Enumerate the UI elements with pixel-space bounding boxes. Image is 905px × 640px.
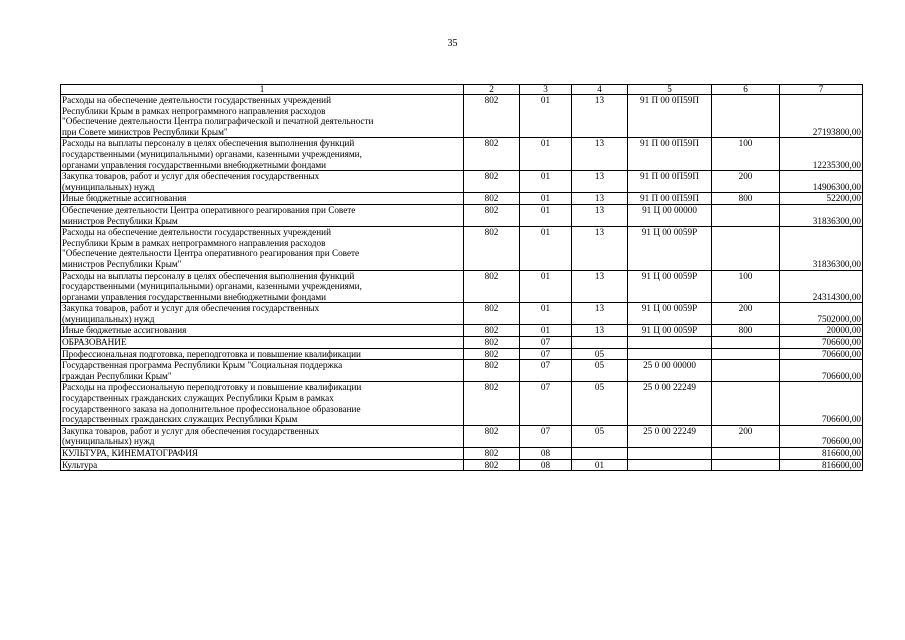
table-row <box>61 95 863 138</box>
row-subsection-cell: 05 <box>572 348 628 360</box>
row-amount-cell: 706600,00 <box>780 382 863 425</box>
row-name-cell: Расходы на профессиональную переподготовку и повышение квалификации государственных гражданских служащих Республики Крым в рамках государственного заказа на дополнительное профессиональное образование государственных гражданских служащих Республики Крым <box>61 382 464 425</box>
row-section-cell: 07 <box>520 425 572 447</box>
row-subsection-cell: 13 <box>572 270 628 303</box>
row-section-cell: 07 <box>520 360 572 382</box>
row-ministry-cell: 802 <box>464 204 520 226</box>
row-section-cell: 01 <box>520 325 572 337</box>
row-expense-type-cell <box>712 459 780 471</box>
row-target-cell <box>628 337 712 349</box>
row-name-cell: Расходы на выплаты персоналу в целях обеспечения выполнения функций государственными (муниципальными) органами, казенными учреждениями, органами управления государственными внебюджетными фондами <box>61 270 464 303</box>
row-ministry-cell: 802 <box>464 360 520 382</box>
row-name-cell: Расходы на выплаты персоналу в целях обеспечения выполнения функций государственными (муниципальными) органами, казенными учреждениями, органами управления государственными внебюджетными фондами <box>61 138 464 171</box>
row-amount-cell: 20000,00 <box>780 325 863 337</box>
budget-table <box>60 84 863 471</box>
row-amount-cell: 52200,00 <box>780 193 863 205</box>
table-row <box>61 325 863 337</box>
row-amount-cell: 706600,00 <box>780 348 863 360</box>
row-target-cell: 91 П 00 0П59П <box>628 193 712 205</box>
row-target-cell: 91 Ц 00 0059Р <box>628 227 712 270</box>
row-section-cell: 08 <box>520 459 572 471</box>
page-number: 35 <box>447 38 458 49</box>
table-row <box>61 448 863 460</box>
row-section-cell: 01 <box>520 204 572 226</box>
header-cell: 7 <box>780 85 863 95</box>
table-row <box>61 360 863 382</box>
table-row <box>61 204 863 226</box>
row-expense-type-cell: 200 <box>712 171 780 193</box>
row-name-cell: Расходы на обеспечение деятельности государственных учреждений Республики Крым в рамках непрограммного направления расходов "Обеспечение деятельности Центра оперативного реагирования при Совете министров Республики Крым" <box>61 227 464 270</box>
row-section-cell: 01 <box>520 270 572 303</box>
row-target-cell: 25 0 00 22249 <box>628 382 712 425</box>
row-ministry-cell: 802 <box>464 193 520 205</box>
row-subsection-cell: 13 <box>572 303 628 325</box>
table-row <box>61 193 863 205</box>
row-name-cell: Иные бюджетные ассигнования <box>61 193 464 205</box>
row-amount-cell: 31836300,00 <box>780 227 863 270</box>
header-cell: 4 <box>572 85 628 95</box>
row-amount-cell: 14906300,00 <box>780 171 863 193</box>
header-cell: 5 <box>628 85 712 95</box>
row-target-cell: 91 Ц 00 00000 <box>628 204 712 226</box>
table-row <box>61 425 863 447</box>
row-subsection-cell: 13 <box>572 171 628 193</box>
row-expense-type-cell: 200 <box>712 303 780 325</box>
row-ministry-cell: 802 <box>464 95 520 138</box>
table-row <box>61 227 863 270</box>
row-subsection-cell: 13 <box>572 227 628 270</box>
row-section-cell: 01 <box>520 171 572 193</box>
row-ministry-cell: 802 <box>464 348 520 360</box>
row-ministry-cell: 802 <box>464 171 520 193</box>
row-target-cell <box>628 459 712 471</box>
row-subsection-cell: 13 <box>572 193 628 205</box>
row-amount-cell: 27193800,00 <box>780 95 863 138</box>
row-ministry-cell: 802 <box>464 303 520 325</box>
table-row <box>61 303 863 325</box>
row-ministry-cell: 802 <box>464 227 520 270</box>
row-subsection-cell <box>572 448 628 460</box>
row-target-cell: 91 Ц 00 0059Р <box>628 303 712 325</box>
row-subsection-cell: 13 <box>572 204 628 226</box>
row-name-cell: Культура <box>61 459 464 471</box>
row-name-cell: Закупка товаров, работ и услуг для обеспечения государственных (муниципальных) нужд <box>61 171 464 193</box>
row-subsection-cell: 01 <box>572 459 628 471</box>
table-row <box>61 171 863 193</box>
table-row <box>61 459 863 471</box>
row-expense-type-cell <box>712 348 780 360</box>
row-section-cell: 01 <box>520 193 572 205</box>
row-target-cell <box>628 448 712 460</box>
row-name-cell: Обеспечение деятельности Центра оперативного реагирования при Совете министров Республики Крым <box>61 204 464 226</box>
table-header-row <box>61 85 863 95</box>
row-expense-type-cell <box>712 360 780 382</box>
header-cell: 2 <box>464 85 520 95</box>
row-amount-cell: 24314300,00 <box>780 270 863 303</box>
row-section-cell: 01 <box>520 303 572 325</box>
row-section-cell: 08 <box>520 448 572 460</box>
row-expense-type-cell: 100 <box>712 270 780 303</box>
row-amount-cell: 7502000,00 <box>780 303 863 325</box>
row-name-cell: Иные бюджетные ассигнования <box>61 325 464 337</box>
table-row <box>61 348 863 360</box>
row-section-cell: 01 <box>520 227 572 270</box>
row-ministry-cell: 802 <box>464 459 520 471</box>
row-expense-type-cell <box>712 95 780 138</box>
row-target-cell: 91 Ц 00 0059Р <box>628 325 712 337</box>
row-section-cell: 07 <box>520 348 572 360</box>
table-row <box>61 270 863 303</box>
row-expense-type-cell: 200 <box>712 425 780 447</box>
row-amount-cell: 706600,00 <box>780 425 863 447</box>
row-section-cell: 01 <box>520 95 572 138</box>
row-expense-type-cell: 100 <box>712 138 780 171</box>
row-section-cell: 07 <box>520 337 572 349</box>
row-section-cell: 07 <box>520 382 572 425</box>
row-target-cell: 91 П 00 0П59П <box>628 171 712 193</box>
row-ministry-cell: 802 <box>464 425 520 447</box>
row-expense-type-cell <box>712 382 780 425</box>
row-subsection-cell: 05 <box>572 425 628 447</box>
row-subsection-cell: 13 <box>572 95 628 138</box>
header-cell: 6 <box>712 85 780 95</box>
row-target-cell: 91 П 00 0П59П <box>628 95 712 138</box>
row-subsection-cell: 13 <box>572 325 628 337</box>
row-name-cell: Закупка товаров, работ и услуг для обеспечения государственных (муниципальных) нужд <box>61 425 464 447</box>
row-target-cell: 25 0 00 00000 <box>628 360 712 382</box>
row-name-cell: ОБРАЗОВАНИЕ <box>61 337 464 349</box>
row-subsection-cell: 05 <box>572 382 628 425</box>
row-name-cell: Расходы на обеспечение деятельности государственных учреждений Республики Крым в рамках непрограммного направления расходов "Обеспечение деятельности Центра полиграфической и печатной деятельности при Совете министров Республики Крым" <box>61 95 464 138</box>
row-subsection-cell: 13 <box>572 138 628 171</box>
row-ministry-cell: 802 <box>464 270 520 303</box>
row-amount-cell: 816600,00 <box>780 448 863 460</box>
header-cell: 1 <box>61 85 464 95</box>
row-expense-type-cell: 800 <box>712 193 780 205</box>
table-row <box>61 382 863 425</box>
row-target-cell <box>628 348 712 360</box>
row-ministry-cell: 802 <box>464 325 520 337</box>
row-name-cell: КУЛЬТУРА, КИНЕМАТОГРАФИЯ <box>61 448 464 460</box>
row-expense-type-cell <box>712 204 780 226</box>
row-expense-type-cell <box>712 448 780 460</box>
table-row <box>61 337 863 349</box>
table-row <box>61 138 863 171</box>
row-name-cell: Государственная программа Республики Крым "Социальная поддержка граждан Республики Крым" <box>61 360 464 382</box>
row-expense-type-cell <box>712 337 780 349</box>
row-amount-cell: 706600,00 <box>780 337 863 349</box>
row-ministry-cell: 802 <box>464 138 520 171</box>
row-amount-cell: 31836300,00 <box>780 204 863 226</box>
header-cell: 3 <box>520 85 572 95</box>
row-expense-type-cell <box>712 227 780 270</box>
row-amount-cell: 816600,00 <box>780 459 863 471</box>
row-expense-type-cell: 800 <box>712 325 780 337</box>
row-subsection-cell: 05 <box>572 360 628 382</box>
row-name-cell: Закупка товаров, работ и услуг для обеспечения государственных (муниципальных) нужд <box>61 303 464 325</box>
row-amount-cell: 706600,00 <box>780 360 863 382</box>
row-ministry-cell: 802 <box>464 448 520 460</box>
row-amount-cell: 12235300,00 <box>780 138 863 171</box>
row-section-cell: 01 <box>520 138 572 171</box>
row-ministry-cell: 802 <box>464 382 520 425</box>
row-target-cell: 91 Ц 00 0059Р <box>628 270 712 303</box>
row-name-cell: Профессиональная подготовка, переподготовка и повышение квалификации <box>61 348 464 360</box>
row-target-cell: 25 0 00 22249 <box>628 425 712 447</box>
row-subsection-cell <box>572 337 628 349</box>
row-ministry-cell: 802 <box>464 337 520 349</box>
row-target-cell: 91 П 00 0П59П <box>628 138 712 171</box>
